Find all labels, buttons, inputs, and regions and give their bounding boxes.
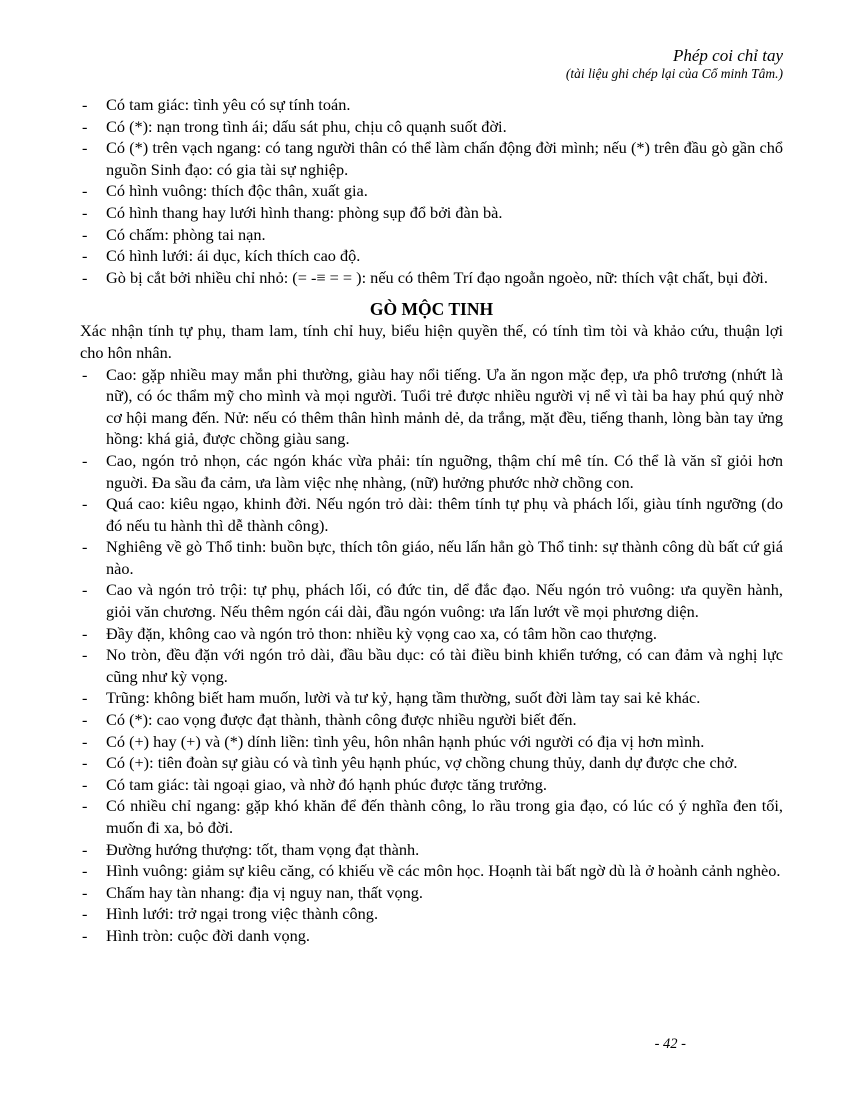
bullet-list-1 [80,94,783,288]
bullet-dash: - [82,202,88,222]
bullet-dash: - [82,138,88,158]
list-item-text: Có tam giác: tài ngoại giao, và nhờ đó hạnh phúc được tăng trưởng. [106,774,547,794]
bullet-dash: - [82,623,88,643]
list-item-text: No tròn, đều đặn với ngón trỏ dài, đầu bầu dục: có tài điều binh khiển tướng, có can đảm và nghị lực cũng như kỳ vọng. [106,645,783,686]
bullet-dash: - [82,688,88,708]
list-item [80,752,783,774]
bullet-dash: - [82,181,88,201]
document-subtitle: (tài liệu ghi chép lại của Cổ minh Tâm.) [565,66,783,81]
list-item-text: Có hình vuông: thích độc thân, xuất gia. [106,181,368,201]
list-item [80,882,783,904]
bullet-dash: - [82,364,88,384]
list-item-text: Có (+) hay (+) và (*) dính liền: tình yêu, hôn nhân hạnh phúc với người có địa vị hơn mình. [106,731,705,751]
bullet-dash: - [82,839,88,859]
list-item-text: Trũng: không biết ham muốn, lười và tư kỷ, hạng tầm thường, suốt đời làm tay sai kẻ khác. [106,688,701,708]
list-item [80,450,783,493]
bullet-dash: - [82,116,88,136]
list-item-text: Đầy đặn, không cao và ngón trỏ thon: nhiều kỳ vọng cao xa, có tâm hồn cao thượng. [106,623,657,643]
list-item [80,202,783,224]
document-title: Phép coi chỉ tay [673,46,783,65]
list-item-text: Nghiêng về gò Thổ tinh: buồn bực, thích tôn giáo, nếu lấn hẳn gò Thổ tinh: sự thành công dù bất cứ giá nào. [106,537,783,578]
list-item [80,774,783,796]
bullet-dash: - [82,450,88,470]
bullet-dash: - [82,267,88,287]
list-item [80,224,783,246]
bullet-dash: - [82,95,88,114]
page-header [80,46,783,82]
list-item [80,731,783,753]
list-item [80,137,783,180]
list-item-text: Cao và ngón trỏ trội: tự phụ, phách lối, có đức tin, dể đắc đạo. Nếu ngón trỏ vuông: ưa quyền hành, giỏi văn chương. Nếu thêm ngón cái dài, đầu ngón vuông: ưa lấn lướt về mọi phương diện. [106,580,783,622]
list-item [80,180,783,202]
bullet-dash: - [82,580,88,600]
list-item [80,267,783,289]
bullet-dash: - [82,494,88,514]
list-item [80,245,783,267]
section-heading: GÒ MỘC TINH [369,299,494,320]
list-item [80,536,783,579]
list-item-text: Cao, ngón trỏ nhọn, các ngón khác vừa phải: tín nguỡng, thậm chí mê tín. Có thể là văn sĩ giỏi hơn nguời. Đa sầu đa cảm, ưa làm việc nhẹ nhàng, (nữ) hưởng phước nhờ chồng con. [106,450,783,492]
section-intro-paragraph: Xác nhận tính tự phụ, tham lam, tính chỉ huy, biểu hiện quyền thế, có tính tìm tòi và khảo cứu, thuận lợi cho hôn nhân. [80,321,783,362]
list-item-text: Gò bị cắt bởi nhiều chỉ nhỏ: (= -≡ = = ): nếu có thêm Trí đạo ngoằn ngoèo, nữ: thích vật chất, bụi đời. [106,267,768,287]
list-item-text: Có (*): nạn trong tình ái; dấu sát phu, chịu cô quạnh suốt đời. [106,116,507,136]
list-item-text: Chấm hay tàn nhang: địa vị nguy nan, thất vọng. [106,882,423,902]
bullet-dash: - [82,710,88,730]
bullet-dash: - [82,796,88,816]
list-item-text: Có (*) trên vạch ngang: có tang người thân có thể làm chấn động đời mình; nếu (*) trên đầu gò gần chổ nguồn Sinh đạo: có gia tài sự nghiệp. [106,138,783,179]
list-item-text: Có nhiều chỉ ngang: gặp khó khăn để đến thành công, lo rầu trong gia đạo, có lúc có ý nghĩa đen tối, muốn đi xa, bỏ đời. [106,796,783,837]
list-item-text: Hình lưới: trở ngại trong việc thành công. [106,904,379,924]
list-item [80,860,783,882]
bullet-dash: - [82,731,88,751]
list-item [80,709,783,731]
list-item [80,687,783,709]
list-item-text: Cao: gặp nhiều may mắn phi thường, giàu hay nổi tiếng. Ưa ăn ngon mặc đẹp, ưa phô trương (nhứt là nữ), có óc thẩm mỹ cho mình và mọi người. Tuổi trẻ được nhiều người vị nể vì tài ba hay phú quý nhờ cơ hội mang đến. Nử: nếu có thêm thân hình mảnh dẻ, da trắng, mặt đều, tiếng thanh, lòng bàn tay ửng hồng: khá giả, được chồng giàu sang. [106,364,783,449]
list-item-text: Quá cao: kiêu ngạo, khinh đời. Nếu ngón trỏ dài: thêm tính tự phụ và phách lối, giàu tính ngưỡng (do đó nếu tu hành thì dễ thành công). [106,494,783,535]
bullet-dash: - [82,925,88,945]
list-item-text: Có hình lưới: ái dục, kích thích cao độ. [106,246,361,266]
bullet-dash: - [82,537,88,557]
bullet-dash: - [82,861,88,881]
list-item [80,493,783,536]
bullet-dash: - [82,645,88,665]
list-item [80,94,783,116]
list-item-text: Có (+): tiên đoàn sự giàu có và tình yêu hạnh phúc, vợ chồng chung thủy, danh dự được che chở. [106,753,738,773]
bullet-dash: - [82,774,88,794]
bullet-dash: - [82,882,88,902]
list-item-text: Hình tròn: cuộc đời danh vọng. [106,925,310,945]
list-item [80,903,783,925]
list-item-text: Có chấm: phòng tai nạn. [106,224,266,244]
list-item-text: Có tam giác: tình yêu có sự tính toán. [106,95,351,114]
bullet-dash: - [82,753,88,773]
list-item [80,579,783,622]
list-item-text: Có hình thang hay lưới hình thang: phòng sụp đổ bởi đàn bà. [106,202,503,222]
bullet-list-2 [80,364,783,947]
bullet-dash: - [82,904,88,924]
list-item-text: Hình vuông: giảm sự kiêu căng, có khiếu về các môn học. Hoạnh tài bất ngờ dù là ở hoành cảnh nghèo. [106,861,781,881]
document-body [80,94,783,947]
list-item-text: Có (*): cao vọng được đạt thành, thành công được nhiều người biết đến. [106,710,577,730]
bullet-dash: - [82,246,88,266]
list-item [80,116,783,138]
list-item [80,839,783,861]
list-item [80,644,783,687]
bullet-dash: - [82,224,88,244]
list-item [80,925,783,947]
list-item [80,795,783,838]
list-item [80,623,783,645]
list-item-text: Đường hướng thượng: tốt, tham vọng đạt thành. [106,839,420,859]
page-number: - 42 - [654,1036,686,1052]
list-item [80,364,783,450]
